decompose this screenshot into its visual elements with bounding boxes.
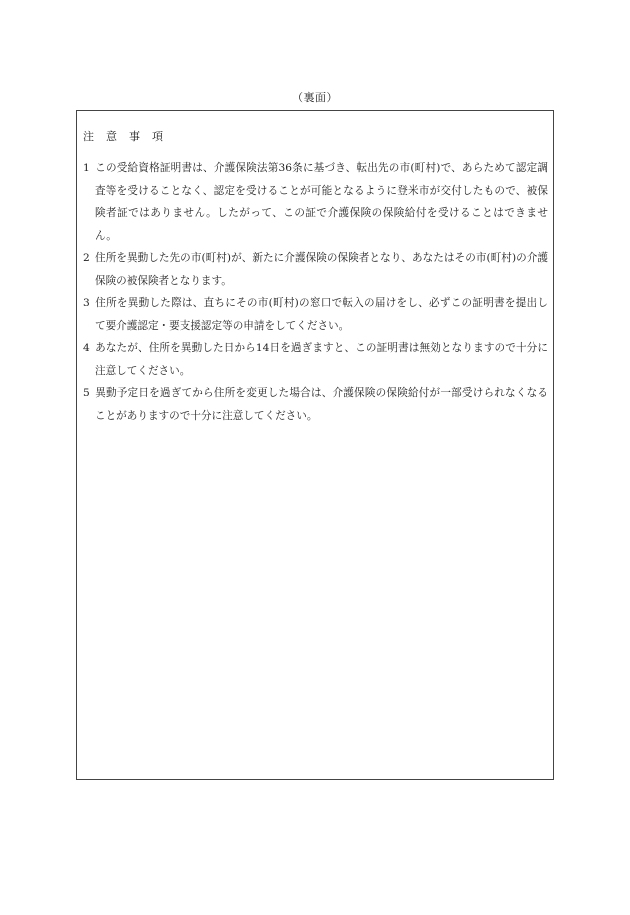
item-text: この受給資格証明書は、介護保険法第36条に基づき、転出先の市(町村)で、あらためて認定調査等を受けることなく、認定を受けることが可能となるように登米市が交付したもので、被保険者証ではありません。したがって、この証で介護保険の保険給付を受けることはできません。 — [95, 162, 548, 242]
item-text: 住所を異動した先の市(町村)が、新たに介護保険の保険者となり、あなたはその市(町村)の介護保険の被保険者となります。 — [95, 252, 548, 287]
notice-item-4 — [83, 337, 548, 382]
notice-item-5 — [83, 382, 548, 427]
notice-item-3 — [83, 292, 548, 337]
notice-title: 注 意 事 項 — [83, 130, 164, 143]
notice-item-2 — [83, 247, 548, 292]
notice-item-1 — [83, 157, 548, 247]
item-number: 1 — [83, 162, 90, 174]
item-text: 異動予定日を過ぎてから住所を変更した場合は、介護保険の保険給付が一部受けられなくなることがありますので十分に注意してください。 — [95, 387, 548, 422]
item-number: 2 — [83, 252, 90, 264]
item-number: 4 — [83, 342, 90, 354]
item-text: あなたが、住所を異動した日から14日を過ぎますと、この証明書は無効となりますので十分に注意してください。 — [95, 342, 548, 377]
page-side-label: （裏面） — [292, 91, 338, 104]
notice-list — [83, 157, 548, 427]
notice-box — [76, 110, 554, 780]
item-number: 3 — [83, 297, 90, 309]
item-text: 住所を異動した際は、直ちにその市(町村)の窓口で転入の届けをし、必ずこの証明書を提出して要介護認定・要支援認定等の申請をしてください。 — [95, 297, 548, 332]
item-number: 5 — [83, 387, 90, 399]
